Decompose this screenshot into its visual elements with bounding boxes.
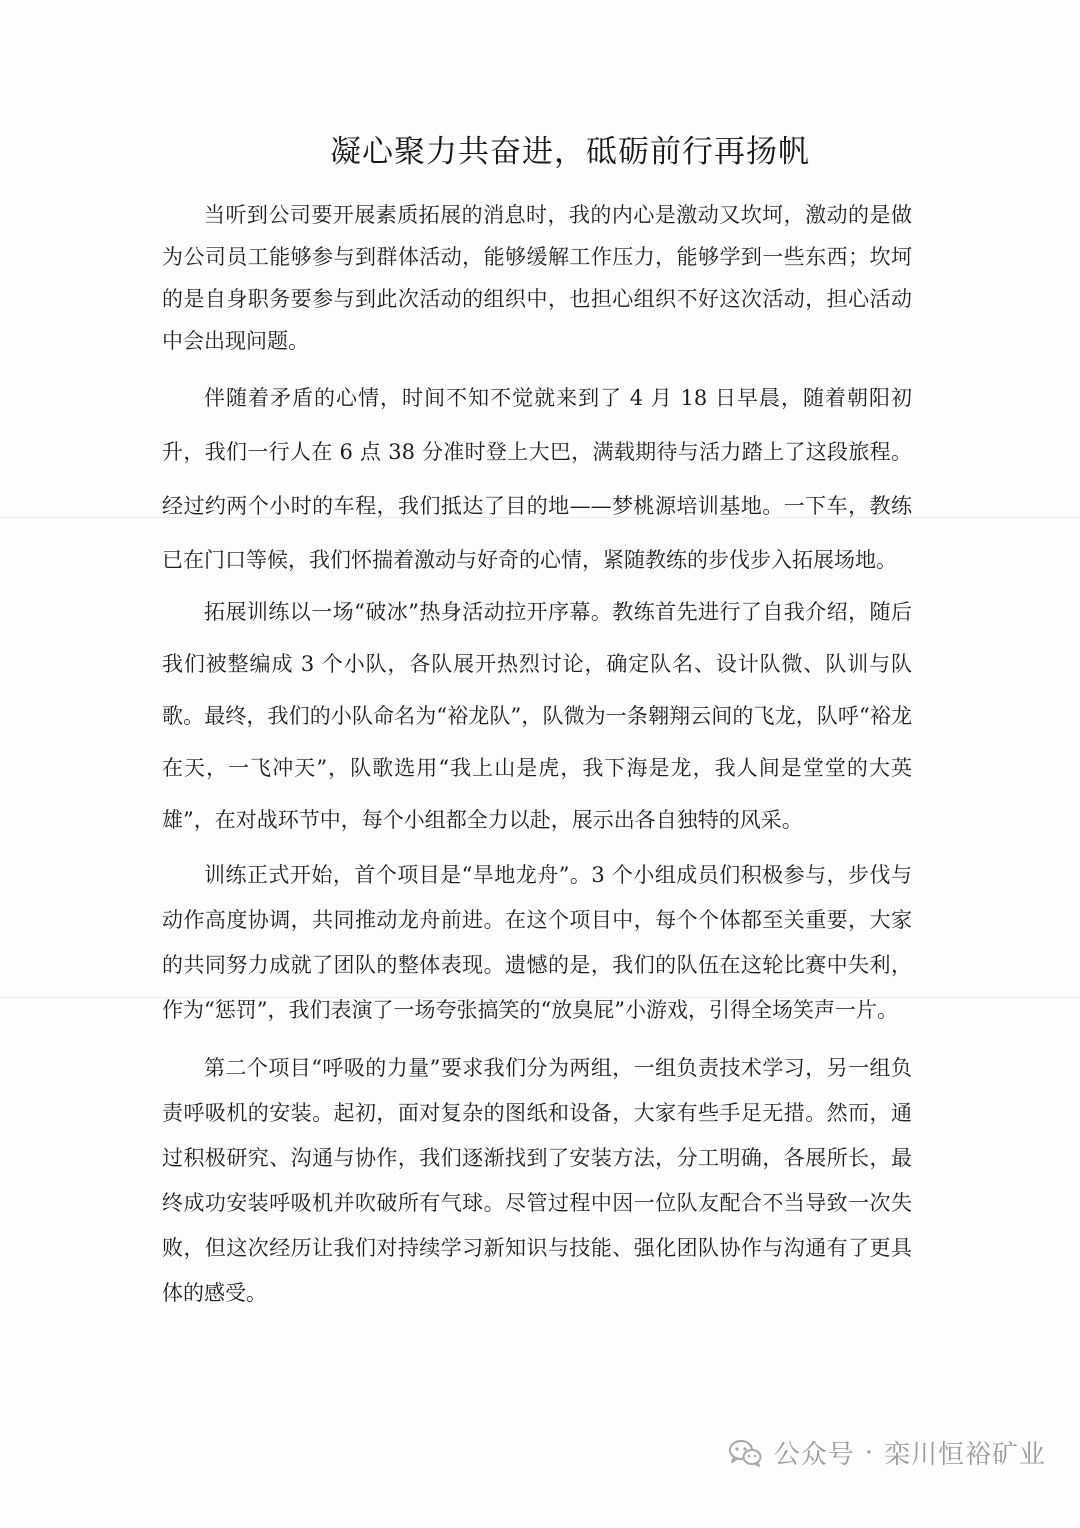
footer-label: 公众号	[773, 1440, 855, 1470]
paragraph-2: 伴随着矛盾的心情，时间不知不觉就来到了 4 月 18 日早晨，随着朝阳初升，我们一行人在 6 点 38 分准时登上大巴，满载期待与活力踏上了这段旅程。经过约两个小时的车程，我们抵达了目的地——梦桃源培训基地。一下车，教练已在门口等候，我们怀揣着激动与好奇的心情，紧随教练的步伐步入拓展场地。	[162, 386, 912, 572]
watermark-footer	[728, 1434, 1046, 1471]
paragraph-4: 训练正式开始，首个项目是“旱地龙舟”。3 个小组成员们积极参与，步伐与动作高度协调，共同推动龙舟前进。在这个项目中，每个个体都至关重要，大家的共同努力成就了团队的整体表现。遗憾的是，我们的队伍在这轮比赛中失利，作为“惩罚”，我们表演了一场夸张搞笑的“放臭屁”小游戏，引得全场笑声一片。	[162, 863, 912, 1022]
document-title: 凝心聚力共奋进，砥砺前行再扬帆	[330, 134, 810, 170]
footer-account-name: 栾川恒裕矿业	[883, 1440, 1046, 1470]
paragraph-1: 当听到公司要开展素质拓展的消息时，我的内心是激动又坎坷，激动的是做为公司员工能够参与到群体活动，能够缓解工作压力，能够学到一些东西；坎坷的是自身职务要参与到此次活动的组织中，也担心组织不好这次活动，担心活动中会出现问题。	[162, 203, 912, 353]
wechat-icon	[728, 1438, 762, 1468]
paragraph-3: 拓展训练以一场“破冰”热身活动拉开序幕。教练首先进行了自我介绍，随后我们被整编成 3 个小队，各队展开热烈讨论，确定队名、设计队微、队训与队歌。最终，我们的小队命名为“裕龙队”，队微为一条翱翔云间的飞龙，队呼“裕龙在天，一飞冲天”，队歌选用“我上山是虎，我下海是龙，我人间是堂堂的大英雄”，在对战环节中，每个小组都全力以赴，展示出各自独特的风采。	[162, 600, 912, 832]
footer-separator: ·	[864, 1437, 874, 1468]
paragraph-5: 第二个项目“呼吸的力量”要求我们分为两组，一组负责技术学习，另一组负责呼吸机的安装。起初，面对复杂的图纸和设备，大家有些手足无措。然而，通过积极研究、沟通与协作，我们逐渐找到了安装方法，分工明确，各展所长，最终成功安装呼吸机并吹破所有气球。尽管过程中因一位队友配合不当导致一次失败，但这次经历让我们对持续学习新知识与技能、强化团队协作与沟通有了更具体的感受。	[162, 1056, 912, 1305]
